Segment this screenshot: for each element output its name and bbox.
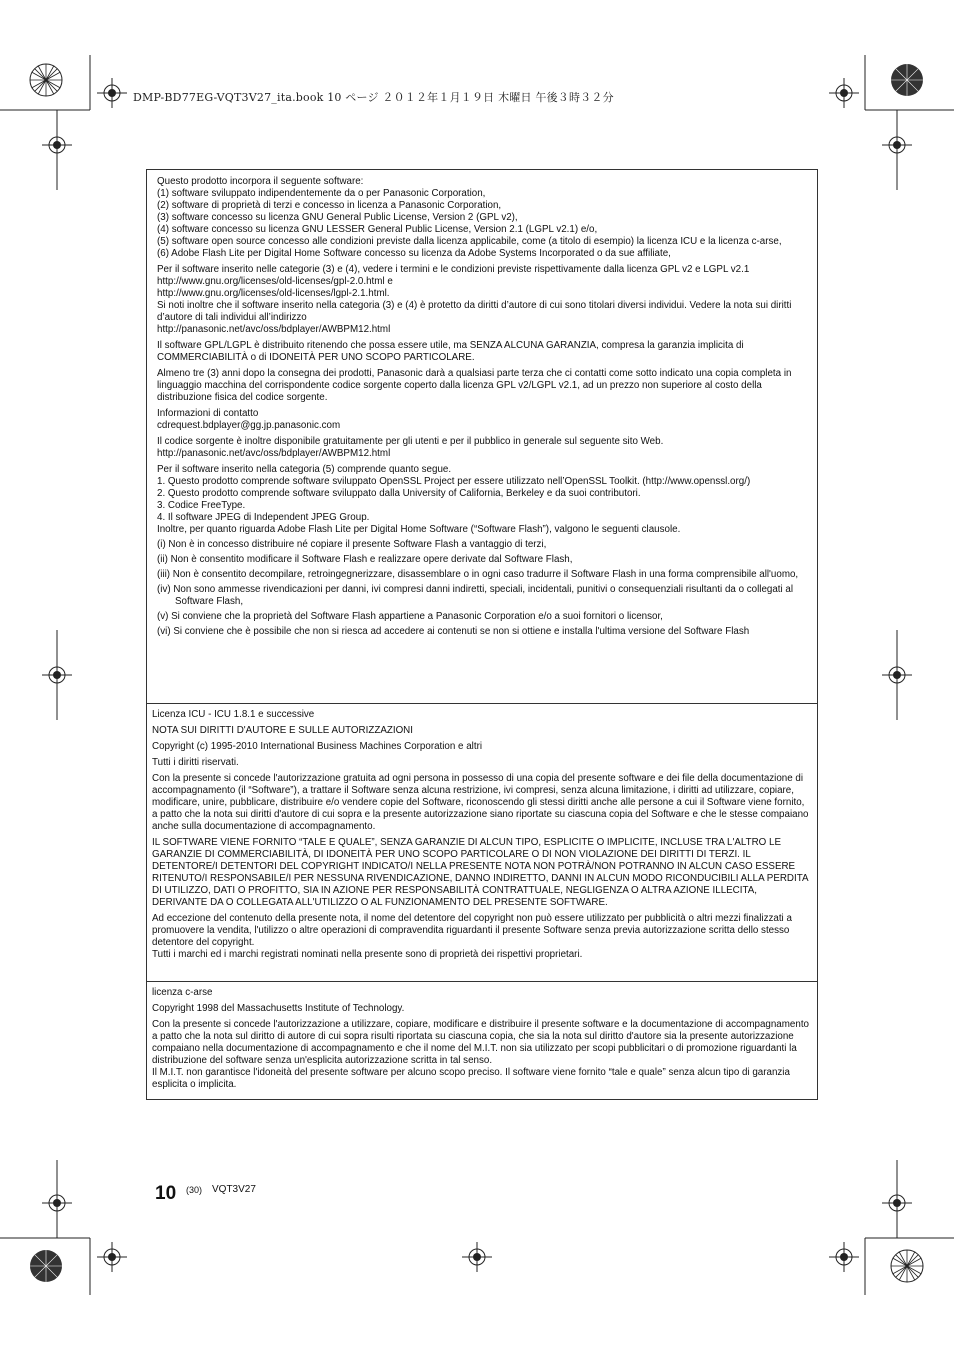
copyright-note: Si noti inoltre che il software inserito nella categoria (3) e (4) è protetto da diritti d’autore di cui sono titolari diversi individui. Vedere la nota sui diritti d’autore di tali individui all’indirizzo — [157, 300, 792, 323]
list-item: 2. Questo prodotto comprende software sviluppato dalla University of California, Berkeley e da suoi contributori. — [157, 488, 641, 499]
disclaimer-text: IL SOFTWARE VIENE FORNITO “TALE E QUALE”, SENZA GARANZIE DI ALCUN TIPO, ESPLICITE O IMPLICITE, INCLUSE TRA L'ALTRO LE GARANZIE DI COMMERCIABILITÀ, DI IDONEITÀ PER UNO SCOPO PARTICOLARE O DI NON VIOLAZIONE DEI DIRITTI DI TERZI. IL DETENTORE/I DETENTORI DEL COPYRIGHT INDICATO/I NELLA PRESENTE NOTA NON POTRÀ/NON POTRANNO IN ALCUN CASO ESSERE RITENUTO/I RESPONSABILE/I PER NESSUNA RIVENDICAZIONE, DANNO INDIRETTO, DANNI IN ALCUN MODO RICONDUCIBILI ALLA PERDITA DI UTILIZZO, DATI O PROFITTO, SIA IN AZIONE PER RESPONSABILITÀ CONTRATTUALE, NEGLIGENZA O ALTRA AZIONE ILLECITA, DERIVANTE DA O COLLEGATA ALL'UTILIZZO O AL FUNZIONAMENTO DEL PRESENTE SOFTWARE. — [152, 837, 808, 908]
list-item: (iv) Non sono ammesse rivendicazioni per danni, ivi compresi danni indiretti, speciali, incidentali, punitivi o consequenziali risultanti da o collegati al Software Flash, — [157, 584, 794, 607]
permission-text: Con la presente si concede l'autorizzazione a utilizzare, copiare, modificare e distribuire il presente software e la documentazione di accompagnamento a patto che la nota sul diritto di autore di cui sopra risulti riportata su ciascuna copia, che sia la nota sul diritto d'autore sia la presente autorizzazione compaiano nella documentazione di accompagnamento e che il nome del M.I.T. non sia utilizzato per scopi pubblicitari o di promozione riguardanti la distribuzione del software senza un'esplicita autorizzazione scritta in tal senso. — [152, 1019, 809, 1066]
section-title: licenza c-arse — [152, 987, 213, 998]
list-item: (1) software sviluppato indipendentemente da o per Panasonic Corporation, — [157, 188, 486, 199]
list-item: (i) Non è in concesso distribuire né copiare il presente Software Flash a vantaggio di terzi, — [157, 539, 547, 550]
contact-label: Informazioni di contatto — [157, 408, 259, 419]
intro-text: Questo prodotto incorpora il seguente software: — [157, 176, 364, 187]
permission-text: Con la presente si concede l'autorizzazione gratuita ad ogni persona in possesso di una copia del presente software e dei file della documentazione di accompagnamento (il “Software”), a trattare il Software senza alcuna restrizione, ivi compresi, senza alcuna limitazione, i diritti ad utilizzare, copiare, modificare, unire, pubblicare, distribuire e/o vendere copie del Software, riconoscendo gli stessi diritti anche alle persone a cui il Software viene fornito, a patto che la nota sui diritti d'autore di cui sopra e la presente autorizzazione siano riportate su ciascuna copia del Software e che le stesse compaiano anche sulla documentazione di accompagnamento. — [152, 773, 809, 832]
list-item: 4. Il software JPEG di Independent JPEG Group. — [157, 512, 370, 523]
gpl-link: http://www.gnu.org/licenses/old-licenses/gpl-2.0.html e — [157, 276, 393, 287]
disclaimer-text: Il M.I.T. non garantisce l'idoneità del presente software per alcuno scopo preciso. Il software viene fornito “tale e quale” senza alcun tipo di garanzia esplicita o implicita. — [152, 1067, 790, 1090]
gpl-text: Per il software inserito nelle categorie (3) e (4), vedere i termini e le condizioni previste rispettivamente dalla licenza GPL v2 e LGPL v2.1 — [157, 264, 750, 275]
list-item: (4) software concesso su licenza GNU LESSER General Public License, Version 2.1 (LGPL v2.1) e/o, — [157, 224, 598, 235]
print-header: DMP-BD77EG-VQT3V27_ita.book 10 ページ ２０１２年１月１９日 木曜日 午後３時３２分 — [133, 91, 614, 104]
list-item: (v) Si conviene che la proprietà del Software Flash appartiene a Panasonic Corporation e/o a suoi fornitori o licensor, — [157, 611, 663, 622]
doc-code: VQT3V27 — [212, 1184, 256, 1195]
license-box — [146, 169, 818, 1100]
page-number: 10 — [155, 1183, 177, 1204]
list-item: (2) software di proprietà di terzi e concesso in licenza a Panasonic Corporation, — [157, 200, 502, 211]
icu-license-section — [147, 703, 817, 981]
source-url: http://panasonic.net/avc/oss/bdplayer/AWBPM12.html — [157, 448, 391, 459]
copyright-line: Copyright (c) 1995-2010 International Business Machines Corporation e altri — [152, 741, 483, 752]
exception-text: Ad eccezione del contenuto della presente nota, il nome del detentore del copyright non può essere utilizzato per pubblicità o altri mezzi finalizzati a promuovere la vendita, l'utilizzo o altre operazioni di compravendita riguardanti il presente Software senza previa autorizzazione scritta dello stesso detentore del copyright. — [152, 913, 792, 948]
source-web-text: Il codice sorgente è inoltre disponibile gratuitamente per gli utenti e per il pubblico in generale sul seguente sito Web. — [157, 436, 664, 447]
contact-email: cdrequest.bdplayer@gg.jp.panasonic.com — [157, 420, 341, 431]
flash-intro: Inoltre, per quanto riguarda Adobe Flash Lite per Digital Home Software (“Software Flash”), valgono le seguenti clausole. — [157, 524, 681, 535]
list-item: (5) software open source concesso alle condizioni previste dalla licenza applicabile, come (a titolo di esempio) la licenza ICU e la licenza c-arse, — [157, 236, 782, 247]
c-arse-license-section — [147, 981, 817, 1099]
notice-link: http://panasonic.net/avc/oss/bdplayer/AWBPM12.html — [157, 324, 391, 335]
list-item: (iii) Non è consentito decompilare, retroingegnerizzare, disassemblare o in ogni caso tradurre il Software Flash in una forma comprensibile all'uomo, — [157, 569, 799, 580]
source-offer-text: Almeno tre (3) anni dopo la consegna dei prodotti, Panasonic darà a qualsiasi parte terza che ci contatti come sotto indicato una copia completa in linguaggio macchina del corrispondente codice sorgente coperto dalla licenza GPL v2/LGPL v2.1, ad un prezzo non superiore al costo della distribuzione fisica del codice sorgente. — [157, 368, 792, 403]
list-item: 1. Questo prodotto comprende software sviluppato OpenSSL Project per essere utilizzato nell’OpenSSL Toolkit. (http://www.openssl.org/) — [157, 476, 751, 487]
list-item: 3. Codice FreeType. — [157, 500, 246, 511]
software-notice-section — [147, 170, 817, 703]
notice-heading: NOTA SUI DIRITTI D'AUTORE E SULLE AUTORIZZAZIONI — [152, 725, 413, 736]
page-sub-number: (30) — [186, 1185, 203, 1195]
cat5-intro: Per il software inserito nella categoria (5) comprende quanto segue. — [157, 464, 452, 475]
section-title: Licenza ICU - ICU 1.8.1 e successive — [152, 709, 315, 720]
lgpl-link: http://www.gnu.org/licenses/old-licenses/lgpl-2.1.html. — [157, 288, 390, 299]
trademarks-text: Tutti i marchi ed i marchi registrati nominati nella presente sono di proprietà dei rispettivi proprietari. — [152, 949, 583, 960]
rights-line: Tutti i diritti riservati. — [152, 757, 239, 768]
list-item: (ii) Non è consentito modificare il Software Flash e realizzare opere derivate dal Software Flash, — [157, 554, 573, 565]
warranty-text: Il software GPL/LGPL è distribuito ritenendo che possa essere utile, ma SENZA ALCUNA GARANZIA, compresa la garanzia implicita di COMMERCIABILITÀ o di IDONEITÀ PER UNO SCOPO PARTICOLARE. — [157, 340, 744, 363]
list-item: (3) software concesso su licenza GNU General Public License, Version 2 (GPL v2), — [157, 212, 518, 223]
list-item: (vi) Si conviene che è possibile che non si riesca ad accedere ai contenuti se non si ottiene e installa l'ultima versione del Software Flash — [157, 626, 750, 637]
copyright-line: Copyright 1998 del Massachusetts Institute of Technology. — [152, 1003, 405, 1014]
list-item: (6) Adobe Flash Lite per Digital Home Software concesso su licenza da Adobe Systems Incorporated o da sue affiliate, — [157, 248, 671, 259]
